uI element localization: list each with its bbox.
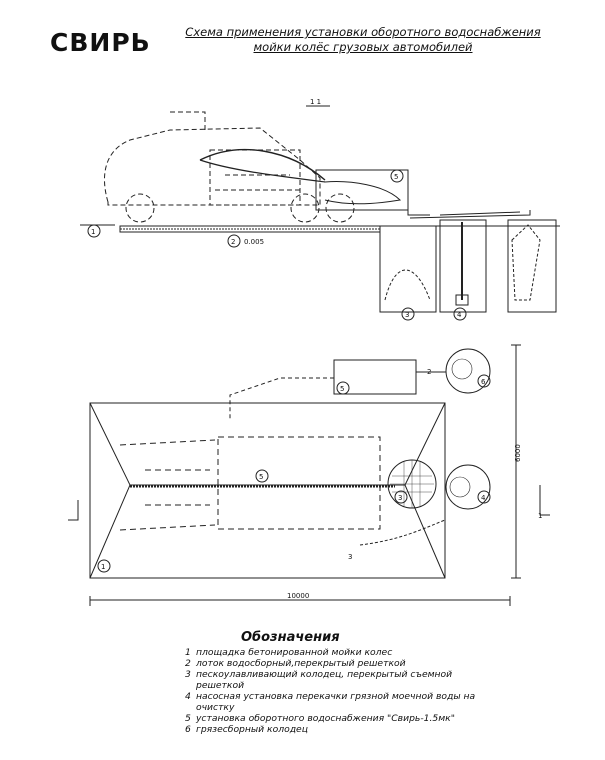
side-slope-label: 0.005 xyxy=(244,238,265,246)
plan-marker-5b: 5 xyxy=(259,473,264,481)
plan-marker-1: 1 xyxy=(101,563,106,571)
plan-view xyxy=(68,345,550,606)
side-marker-5: 5 xyxy=(394,173,399,181)
side-pit-6 xyxy=(508,220,556,312)
side-view xyxy=(80,98,560,320)
title-line-1: Схема применения установки оборотного водоснабжения xyxy=(185,25,541,39)
side-marker-4: 4 xyxy=(457,311,462,319)
legend-item: 2 лоток водосборный,перекрытый решеткой xyxy=(185,658,406,669)
plan-marker-6: 6 xyxy=(481,378,486,386)
legend-item: 4 насосная установка перекачки грязной моечной воды на очистку xyxy=(185,691,476,713)
plan-section-mark: 1 xyxy=(538,512,543,520)
legend-item: 6 грязесборный колодец xyxy=(185,724,308,735)
brand-logo: СВИРЬ xyxy=(50,28,151,57)
plan-unit-5 xyxy=(334,360,416,394)
plan-dirt-pit xyxy=(446,349,490,393)
legend xyxy=(185,632,485,735)
side-marker-1: 1 xyxy=(91,228,96,236)
plan-marker-5: 5 xyxy=(340,385,345,393)
side-marker-2: 2 xyxy=(231,238,236,246)
legend-title: Обозначения xyxy=(241,630,340,645)
dimension-width-label: 10000 xyxy=(287,592,310,600)
side-marker-3: 3 xyxy=(405,311,410,319)
legend-item: 5 установка оборотного водоснабжения "Свирь-1.5мк" xyxy=(185,713,455,724)
plan-marker-4: 4 xyxy=(481,494,486,502)
side-pit-3 xyxy=(380,226,436,312)
plan-pump-pit xyxy=(446,465,490,509)
plan-marker-2: 2 xyxy=(427,368,432,376)
plan-platform xyxy=(90,403,445,578)
side-section-mark: 1 1 xyxy=(310,98,322,106)
plan-marker-2b: 3 xyxy=(348,553,353,561)
legend-item: 1 площадка бетонированной мойки колес xyxy=(185,647,393,658)
title-line-2: мойки колёс грузовых автомобилей xyxy=(253,40,473,54)
plan-marker-3: 3 xyxy=(398,494,403,502)
legend-item: 3 пескоулавливающий колодец, перекрытый съемной решеткой xyxy=(185,669,453,691)
plan-truck-outline xyxy=(120,437,380,530)
truck-outline xyxy=(104,112,354,222)
dimension-height-label: 6000 xyxy=(514,444,522,462)
